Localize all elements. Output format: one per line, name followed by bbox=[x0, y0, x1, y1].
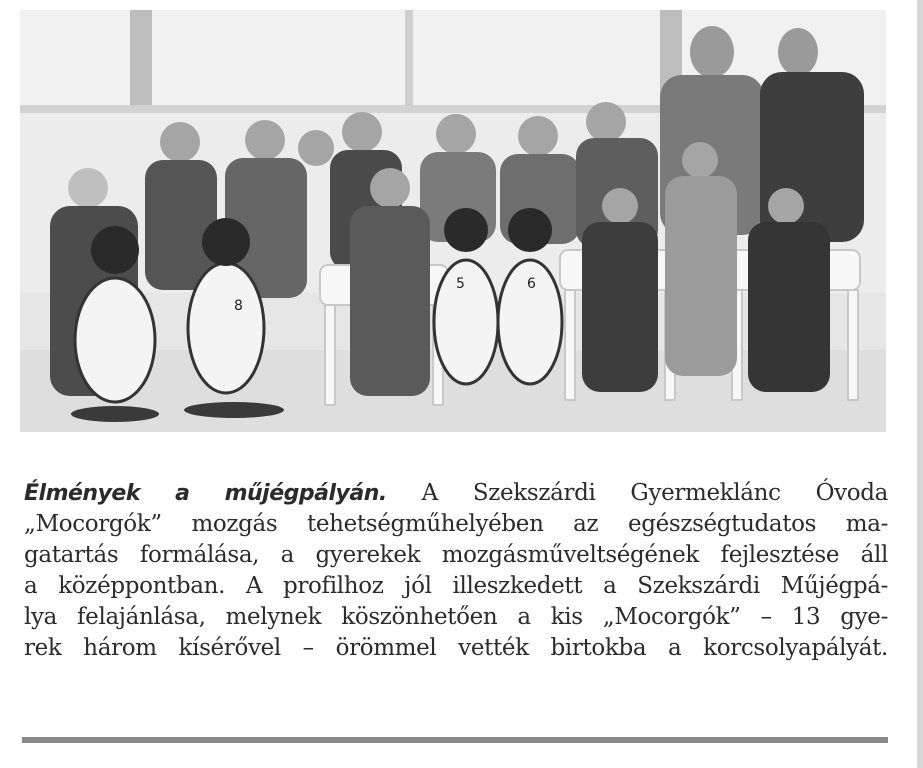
section-divider bbox=[22, 737, 888, 743]
caption-line: rek három kísérővel – örömmel vették birtokba a korcsolyapályát. bbox=[24, 635, 888, 661]
photo-caption bbox=[24, 478, 888, 664]
caption-text: A Szekszárdi Gyermeklánc Óvoda bbox=[421, 480, 888, 506]
caption-line: gatartás formálása, a gyerekek mozgásműveltségének fejlesztése áll bbox=[24, 542, 888, 568]
penguin-number-5: 5 bbox=[456, 276, 465, 292]
photo bbox=[20, 10, 886, 432]
penguin-number-8: 8 bbox=[234, 298, 243, 314]
caption-title: Élmények a műjégpályán. bbox=[24, 481, 387, 506]
caption-line: „Mocorgók” mozgás tehetségműhelyében az egészségtudatos ma- bbox=[24, 511, 888, 537]
group-photo-image bbox=[20, 10, 886, 432]
caption-line bbox=[24, 478, 888, 509]
page-edge bbox=[917, 0, 923, 768]
penguin-number-6: 6 bbox=[527, 276, 536, 292]
caption-line: lya felajánlása, melynek köszönhetően a kis „Mocorgók” – 13 gye- bbox=[24, 604, 888, 630]
caption-line: a középpontban. A profilhoz jól illeszkedett a Szekszárdi Műjégpá- bbox=[24, 573, 888, 599]
